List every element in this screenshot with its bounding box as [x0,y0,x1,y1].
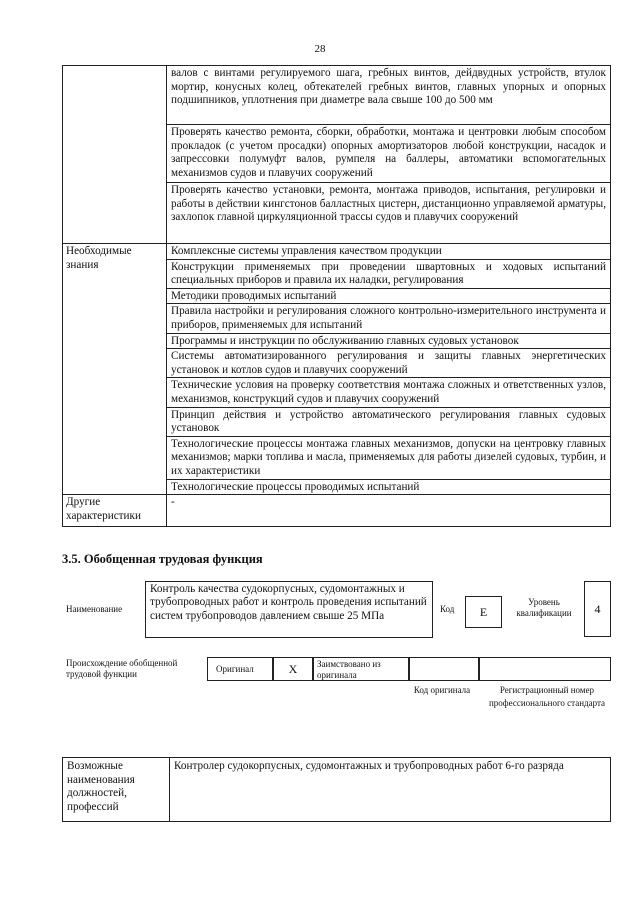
section-title: 3.5. Обобщенная трудовая функция [62,552,263,566]
professions-label: Возможные наименования должностей, профессий [63,758,170,822]
level-label: Уровень квалификации [516,597,572,618]
row-text: Конструкции применяемых при проведении швартовных и ходовых испытаний специальных приборов и правила их наладки, регулирования [167,259,611,288]
borrowed-cell [313,657,409,681]
original-label: Оригинал [216,664,254,674]
borrowed-label: Заимствовано из оригинала [317,659,381,680]
original-cell [207,657,273,681]
row-text: Проверять качество установки, ремонта, монтажа приводов, испытания, регулировки и работы в действии кингстонов балластных цистерн, дистанционно управляемой арматуры, захлопок главной циркуляционной трассы судов и плавучих сооружений [167,183,611,244]
code-original-label: Код оригинала [413,685,471,695]
row-text: Проверять качество ремонта, сборки, обработки, монтажа и центровки любым способом прокладок (с учетом просадки) опорных амортизаторов любой конструкции, насадок и запрессовки полумуфт валов, румпеля на баллеры, автоматики вспомогательных механизмов судов и плавучих сооружений [167,125,611,183]
professions-value: Контролер судокорпусных, судомонтажных и трубопроводных работ 6-го разряда [170,758,611,822]
code-value: Е [465,596,502,628]
reg-number-label: Регистрационный номер профессионального стандарта [488,685,606,708]
knowledge-table [62,65,611,527]
origin-label: Происхождение обобщенной трудовой функции [66,658,178,679]
row-label-other: Другие характеристики [63,495,167,527]
row-text: - [167,495,611,527]
row-text: Методики проводимых испытаний [167,288,611,304]
row-text: Правила настройки и регулирования сложного контрольно-измерительного инструмента и приборов, применяемых для испытаний [167,304,611,333]
row-text: Комплексные системы управления качеством продукции [167,244,611,260]
table-row [63,495,611,527]
row-text: Технологические процессы монтажа главных механизмов, допуски на центровку главных механизмов; марки топлива и масла, применяемых для работы дизелей судовых, турбин, и их характеристики [167,436,611,479]
level-value: 4 [584,581,611,637]
table-row [63,244,611,260]
table-row [63,66,611,125]
name-value: Контроль качества судокорпусных, судомонтажных и трубопроводных работ и контроль проведения испытаний систем трубопроводов давлением свыше 25 МПа [145,581,433,638]
row-label [63,66,167,244]
row-text: Программы и инструкции по обслуживанию главных судовых установок [167,333,611,349]
row-text: валов с винтами регулируемого шага, гребных винтов, дейдвудных устройств, втулок мортир, конусных колец, обтекателей гребных винтов, главных упорных и опорных подшипников, уплотнения при диаметре вала свыше 100 до 500 мм [167,66,611,125]
reg-number-cell [479,657,611,681]
code-original-cell [409,657,479,681]
name-label: Наименование [66,604,123,614]
original-mark: Х [273,657,313,681]
origin-row [207,657,611,681]
code-label: Код [440,604,455,614]
row-label-knowledge: Необходимые знания [63,244,167,495]
row-text: Принцип действия и устройство автоматического регулирования главных судовых установок [167,407,611,436]
table-row [63,758,611,822]
row-text: Системы автоматизированного регулирования и защиты главных энергетических установок и котлов судов и плавучих сооружений [167,349,611,378]
row-text: Технологические процессы проводимых испытаний [167,479,611,495]
page-number: 28 [314,43,326,55]
professions-table [62,757,611,822]
row-text: Технические условия на проверку соответствия монтажа сложных и ответственных узлов, механизмов, конструкций судов и плавучих сооружений [167,378,611,407]
